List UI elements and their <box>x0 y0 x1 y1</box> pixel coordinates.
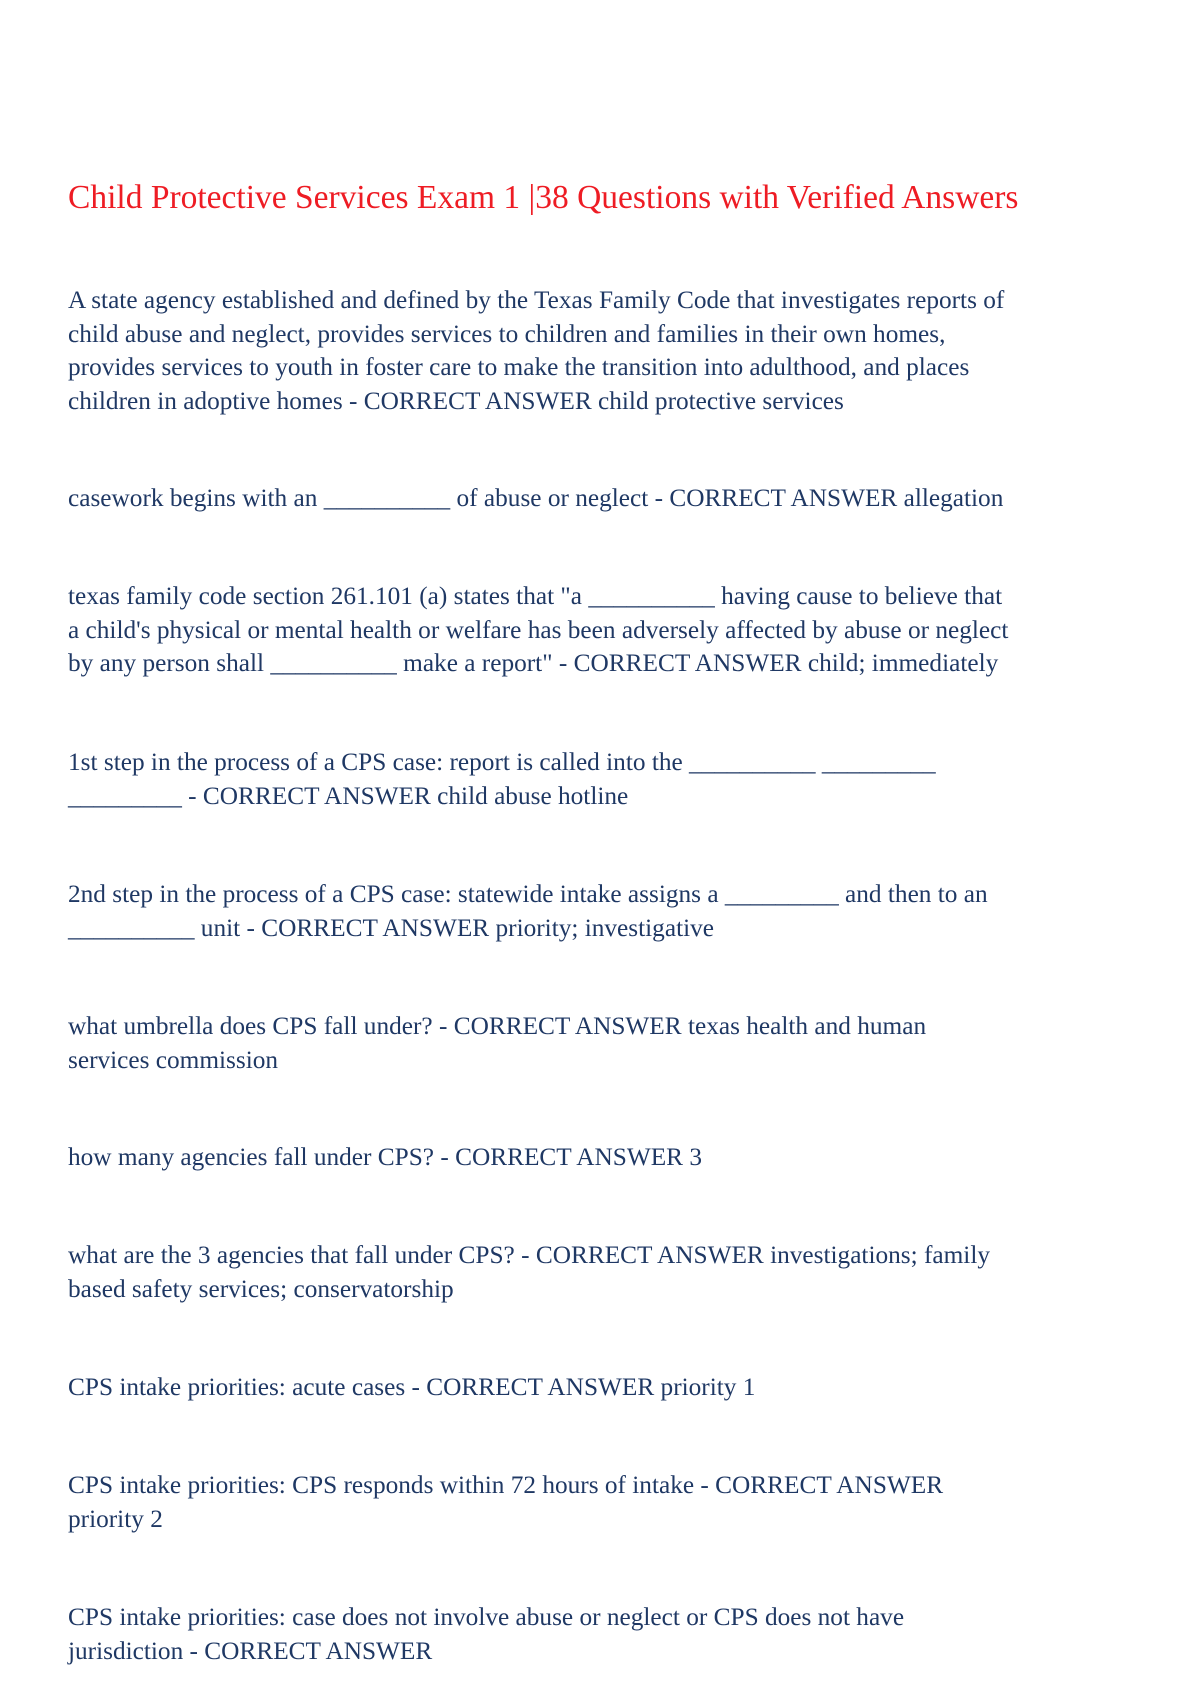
qa-item-5: 2nd step in the process of a CPS case: statewide intake assigns a _________ and then to an __________ unit - CORRECT ANSWER priority; investigative <box>68 880 988 942</box>
document-title: Child Protective Services Exam 1 |38 Questions with Verified Answers <box>68 179 1019 216</box>
qa-item-3: texas family code section 261.101 (a) states that "a __________ having cause to believe that a child's physical or mental health or welfare has been adversely affected by abuse or neglect by any person shall __________ make a report" - CORRECT ANSWER child; immediately <box>68 582 1009 677</box>
qa-item-9: CPS intake priorities: acute cases - CORRECT ANSWER priority 1 <box>68 1373 756 1401</box>
qa-item-2: casework begins with an __________ of abuse or neglect - CORRECT ANSWER allegation <box>68 484 1004 512</box>
qa-item-11: CPS intake priorities: case does not involve abuse or neglect or CPS does not have jurisdiction - CORRECT ANSWER <box>68 1603 905 1665</box>
qa-item-1: A state agency established and defined by the Texas Family Code that investigates reports of child abuse and neglect, provides services to children and families in their own homes, provides services to youth in foster care to make the transition into adulthood, and places children in adoptive homes - CORRECT ANSWER child protective services <box>68 286 1005 415</box>
qa-item-4: 1st step in the process of a CPS case: report is called into the __________ _________ _________ - CORRECT ANSWER child abuse hotline <box>68 748 936 810</box>
qa-item-7: how many agencies fall under CPS? - CORRECT ANSWER 3 <box>68 1143 703 1171</box>
qa-item-8: what are the 3 agencies that fall under CPS? - CORRECT ANSWER investigations; family based safety services; conservatorship <box>68 1241 991 1303</box>
qa-item-10: CPS intake priorities: CPS responds within 72 hours of intake - CORRECT ANSWER priority 2 <box>68 1471 944 1533</box>
qa-item-6: what umbrella does CPS fall under? - CORRECT ANSWER texas health and human services commission <box>68 1012 927 1074</box>
